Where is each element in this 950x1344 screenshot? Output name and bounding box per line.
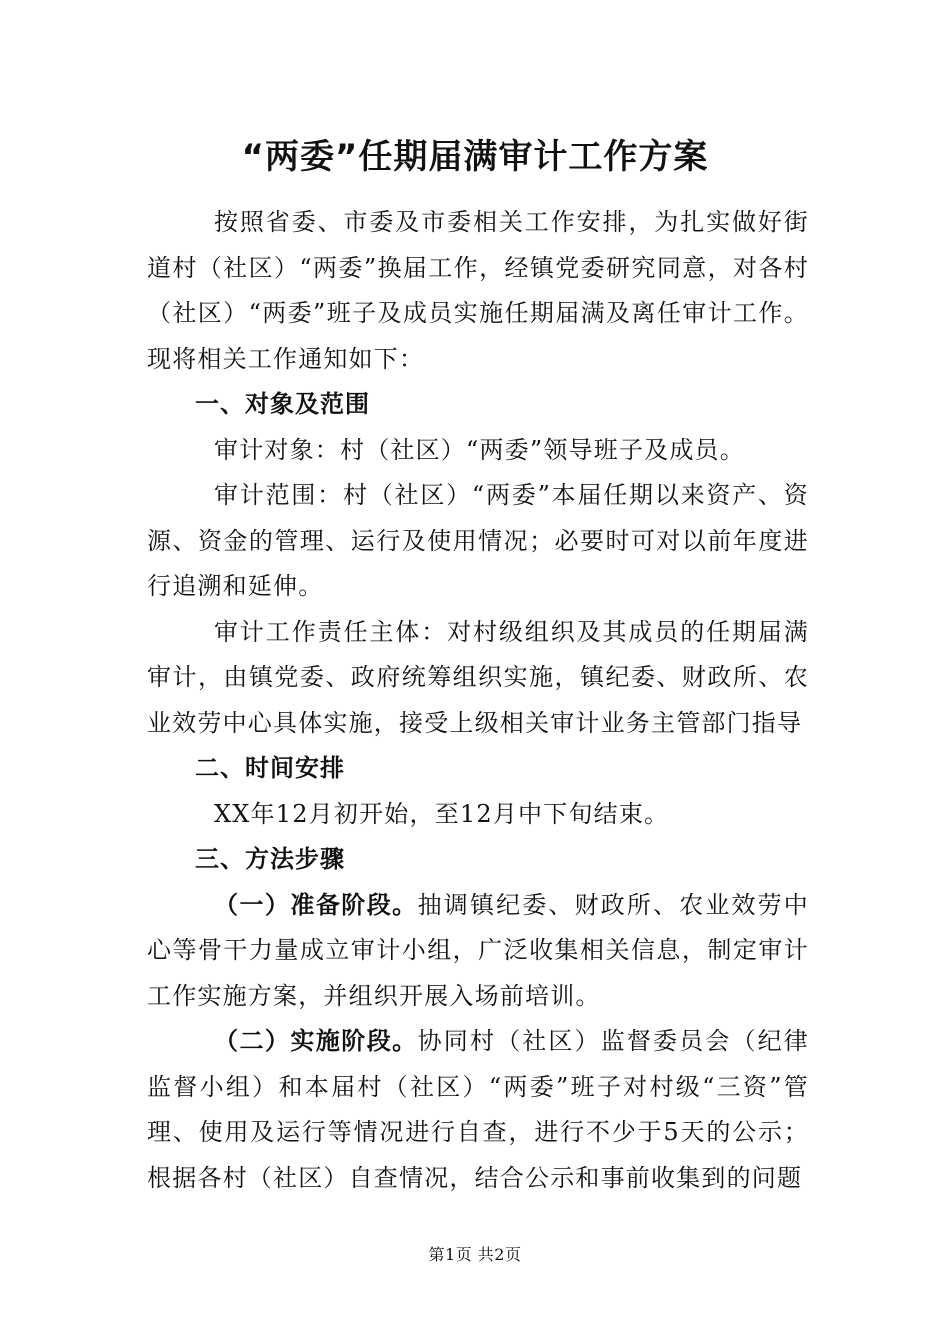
- intro-paragraph: 按照省委、市委及市委相关工作安排，为扎实做好街道村（社区）“两委”换届工作，经镇党委研究同意，对各村（社区）“两委”班子及成员实施任期届满及离任审计工作。现将相关工作通知如下：: [147, 208, 809, 373]
- document-body: [147, 200, 809, 1201]
- step-1-label: （一）准备阶段。: [214, 890, 418, 919]
- step-1-paragraph: [147, 883, 809, 1020]
- document-title: “两委”任期届满审计工作方案: [241, 137, 709, 177]
- audit-object-paragraph: 审计对象：村（社区）“两委”领导班子及成员。: [214, 435, 745, 464]
- step-2-label: （二）实施阶段。: [214, 1027, 418, 1055]
- responsible-paragraph: 审计工作责任主体：对村级组织及其成员的任期届满审计，由镇党委、政府统筹组织实施，镇纪委、财政所、农业效劳中心具体实施，接受上级相关审计业务主管部门指导: [147, 617, 809, 737]
- step-1-text: 抽调镇纪委、财政所、农业效劳中心等骨干力量成立审计小组，广泛收集相关信息，制定审计工作实施方案，并组织开展入场前培训。: [147, 890, 810, 1010]
- section-2-heading: 二、时间安排: [195, 754, 345, 782]
- section-1-heading: 一、对象及范围: [195, 390, 370, 418]
- audit-scope-paragraph: 审计范围：村（社区）“两委”本届任期以来资产、资源、资金的管理、运行及使用情况；必要时可对以前年度进行追溯和延伸。: [147, 481, 809, 600]
- step-2-paragraph: [147, 1019, 809, 1201]
- schedule-paragraph: XX年12月初开始，至12月中下旬结束。: [214, 799, 670, 828]
- page-footer: 第1页 共2页: [428, 1245, 522, 1264]
- step-2-text: 协同村（社区）监督委员会（纪律监督小组）和本届村（社区）“两委”班子对村级“三资”管理、使用及运行等情况进行自查，进行不少于5天的公示；根据各村（社区）自查情况，结合公示和事前收集到的问题: [147, 1027, 810, 1192]
- section-3-heading: 三、方法步骤: [195, 845, 345, 873]
